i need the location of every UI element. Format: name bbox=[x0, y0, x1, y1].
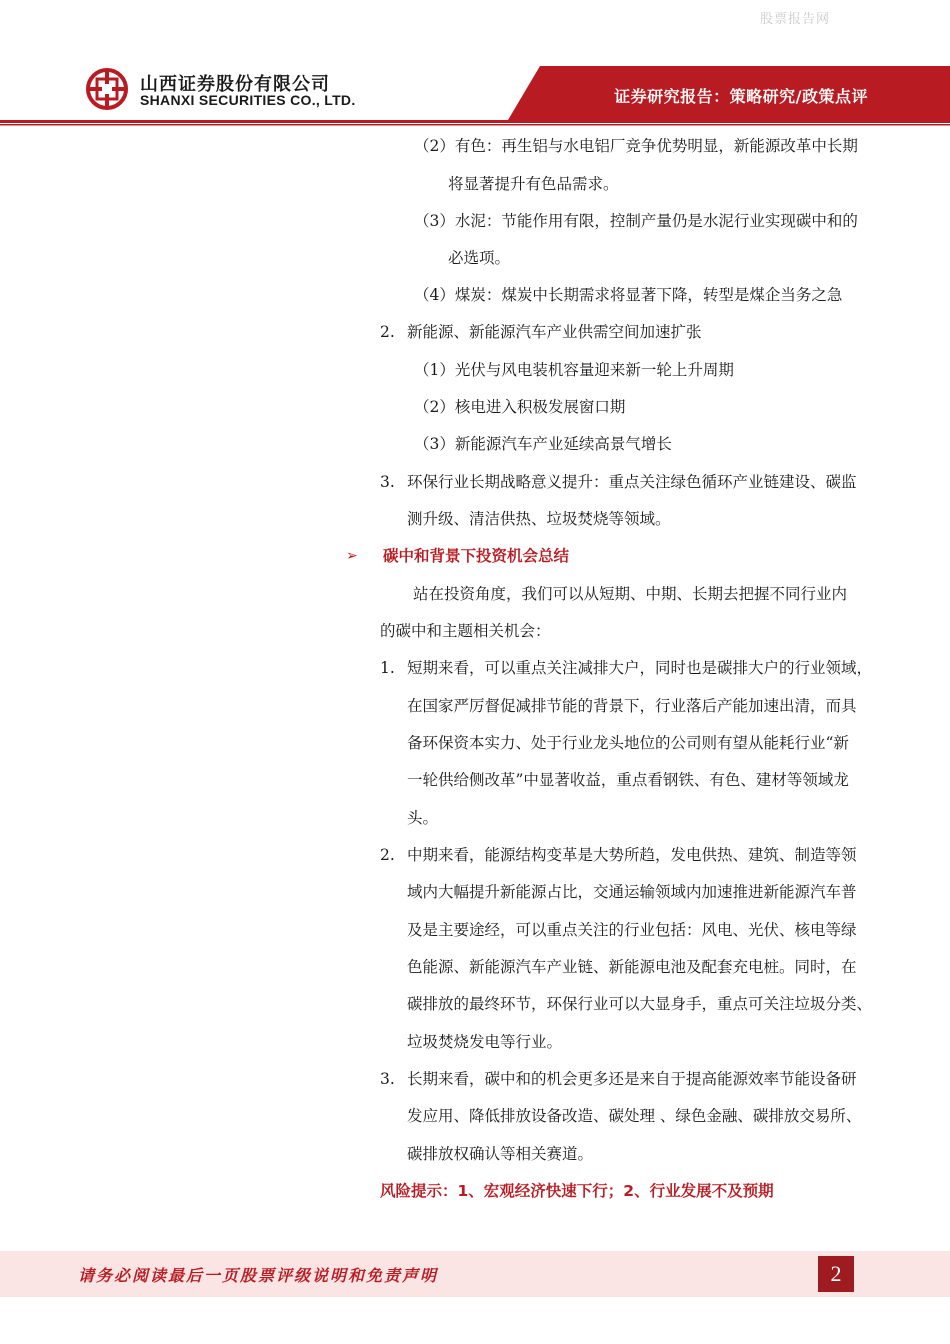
footer-disclaimer: 请务必阅读最后一页股票评级说明和免责声明 bbox=[78, 1266, 439, 1285]
point-line: 碳排放的最终环节，环保行业可以大显身手，重点可关注垃圾分类、 bbox=[407, 995, 873, 1013]
point-line: 备环保资本实力、处于行业龙头地位的公司则有望从能耗行业“新 bbox=[407, 734, 849, 752]
list-number: 2. bbox=[380, 846, 395, 864]
sub-item-line: （4）煤炭：煤炭中长期需求将显著下降，转型是煤企当务之急 bbox=[414, 286, 843, 304]
point-line: 一轮供给侧改革”中显著收益，重点看钢铁、有色、建材等领域龙 bbox=[407, 771, 849, 789]
point-line: 在国家严厉督促减排节能的背景下，行业落后产能加速出清，而具 bbox=[407, 697, 857, 715]
list-item-text: 新能源、新能源汽车产业供需空间加速扩张 bbox=[407, 323, 702, 341]
sub-item-line: （3）水泥：节能作用有限，控制产量仍是水泥行业实现碳中和的 bbox=[414, 212, 858, 230]
sub-item-line: （2）有色：再生铝与水电铝厂竞争优势明显，新能源改革中长期 bbox=[414, 137, 858, 155]
sub-item-line: （3）新能源汽车产业延续高景气增长 bbox=[414, 435, 672, 453]
report-type: 证券研究报告：策略研究/政策点评 bbox=[614, 87, 868, 106]
watermark: 股票报告网 bbox=[759, 12, 830, 27]
list-number: 3. bbox=[380, 1070, 395, 1088]
intro-line: 站在投资角度，我们可以从短期、中期、长期去把握不同行业内 bbox=[413, 585, 848, 603]
list-number: 1. bbox=[380, 659, 395, 677]
point-line: 中期来看，能源结构变革是大势所趋，发电供热、建筑、制造等领 bbox=[407, 846, 857, 864]
point-line: 短期来看，可以重点关注减排大户，同时也是碳排大户的行业领域， bbox=[407, 659, 873, 677]
point-line: 域内大幅提升新能源占比，交通运输领域内加速推进新能源汽车普 bbox=[407, 883, 857, 901]
company-name-cn: 山西证券股份有限公司 bbox=[140, 74, 330, 95]
sub-item-line: （2）核电进入积极发展窗口期 bbox=[414, 398, 626, 416]
company-name-en: SHANXI SECURITIES CO., LTD. bbox=[140, 92, 356, 108]
point-line: 垃圾焚烧发电等行业。 bbox=[407, 1033, 563, 1051]
list-number: 3. bbox=[380, 473, 395, 491]
intro-line: 的碳中和主题相关机会： bbox=[380, 622, 551, 640]
section-heading: 碳中和背景下投资机会总结 bbox=[383, 547, 570, 565]
list-item-text: 环保行业长期战略意义提升：重点关注绿色循环产业链建设、碳监 bbox=[407, 473, 857, 491]
point-line: 长期来看，碳中和的机会更多还是来自于提高能源效率节能设备研 bbox=[407, 1070, 857, 1088]
risk-warning: 风险提示：1、宏观经济快速下行；2、行业发展不及预期 bbox=[380, 1182, 774, 1200]
list-number: 2. bbox=[380, 323, 395, 341]
point-line: 头。 bbox=[407, 809, 439, 827]
sub-item-line: 将显著提升有色品需求。 bbox=[448, 175, 619, 193]
point-line: 碳排放权确认等相关赛道。 bbox=[407, 1145, 594, 1163]
page-number: 2 bbox=[818, 1256, 854, 1292]
list-item-text: 测升级、清洁供热、垃圾焚烧等领域。 bbox=[407, 510, 671, 528]
company-logo-icon bbox=[86, 68, 128, 110]
point-line: 色能源、新能源汽车产业链、新能源电池及配套充电桩。同时，在 bbox=[407, 958, 857, 976]
bullet-arrow-icon: ➢ bbox=[346, 548, 358, 564]
sub-item-line: 必选项。 bbox=[448, 249, 511, 267]
page-footer bbox=[0, 1251, 950, 1297]
page-header bbox=[0, 62, 950, 132]
sub-item-line: （1）光伏与风电装机容量迎来新一轮上升周期 bbox=[414, 361, 734, 379]
point-line: 发应用、降低排放设备改造、碳处理 、绿色金融、碳排放交易所、 bbox=[407, 1107, 862, 1125]
point-line: 及是主要途经，可以重点关注的行业包括：风电、光伏、核电等绿 bbox=[407, 921, 857, 939]
